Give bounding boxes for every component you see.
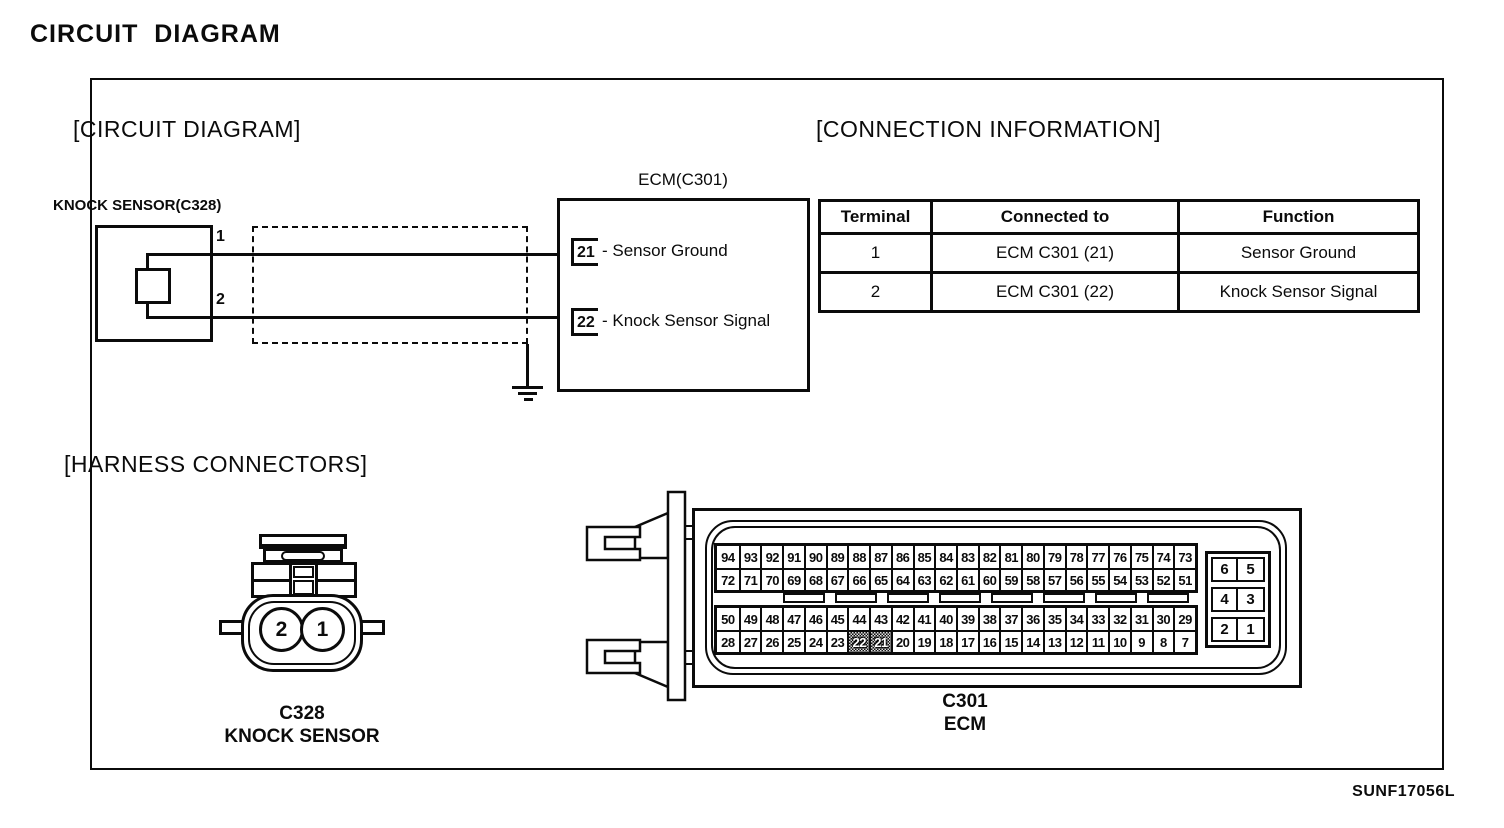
c301-pin-22: 22 bbox=[847, 630, 869, 652]
ecm-terminal-21: 21 bbox=[571, 238, 598, 266]
c301-aux-pin-6: 6 bbox=[1211, 557, 1238, 582]
c301-pin-46: 46 bbox=[804, 608, 826, 630]
c301-pin-37: 37 bbox=[999, 608, 1021, 630]
c301-pin-grid-top bbox=[714, 543, 1198, 593]
c301-pin-55: 55 bbox=[1086, 568, 1108, 590]
connection-table-header: Function bbox=[1179, 201, 1419, 234]
c301-aux-grid bbox=[1205, 551, 1271, 648]
connection-table-cell: ECM C301 (21) bbox=[932, 234, 1179, 273]
c328-latch bbox=[281, 551, 325, 561]
c301-pin-36: 36 bbox=[1021, 608, 1043, 630]
page-title: CIRCUIT DIAGRAM bbox=[30, 20, 281, 48]
connection-table-row bbox=[820, 273, 1419, 312]
c301-pin-27: 27 bbox=[739, 630, 761, 652]
c301-pin-24: 24 bbox=[804, 630, 826, 652]
c301-key-slot bbox=[1043, 593, 1085, 603]
c301-pin-25: 25 bbox=[782, 630, 804, 652]
c301-pin-83: 83 bbox=[956, 546, 978, 568]
figure-code: SUNF17056L bbox=[1352, 783, 1455, 800]
c328-description: KNOCK SENSOR bbox=[224, 726, 380, 747]
c301-pin-94: 94 bbox=[721, 549, 735, 565]
c301-pin-20: 20 bbox=[891, 630, 913, 652]
c301-pin-44: 44 bbox=[847, 608, 869, 630]
c301-pin-56: 56 bbox=[1065, 568, 1087, 590]
ground-icon-line2 bbox=[518, 392, 537, 395]
c301-pin-58: 58 bbox=[1021, 568, 1043, 590]
ecm-box bbox=[557, 198, 810, 392]
connection-table-header: Terminal bbox=[820, 201, 932, 234]
c328-channel-box2 bbox=[293, 580, 314, 595]
c301-pin-65: 65 bbox=[869, 568, 891, 590]
c301-key-slot bbox=[939, 593, 981, 603]
connection-table-cell: 2 bbox=[820, 273, 932, 312]
ground-icon-line3 bbox=[524, 398, 533, 401]
c301-key-slot bbox=[835, 593, 877, 603]
c328-cavity-2: 2 bbox=[259, 607, 304, 652]
c301-pin-23: 23 bbox=[826, 630, 848, 652]
c301-pin-78: 78 bbox=[1065, 546, 1087, 568]
c328-name: C328 bbox=[279, 703, 325, 724]
c301-pin-43: 43 bbox=[869, 608, 891, 630]
connection-information-heading: [CONNECTION INFORMATION] bbox=[816, 116, 1162, 142]
c301-pin-86: 86 bbox=[891, 546, 913, 568]
c301-pin-63: 63 bbox=[913, 568, 935, 590]
connection-table-body bbox=[820, 234, 1419, 312]
connection-table-head-row bbox=[820, 201, 1419, 234]
c301-pin-14: 14 bbox=[1021, 630, 1043, 652]
c301-pin-64: 64 bbox=[891, 568, 913, 590]
connection-table-row bbox=[820, 234, 1419, 273]
c301-aux-pin-3: 3 bbox=[1238, 587, 1265, 612]
c301-pin-92: 92 bbox=[760, 546, 782, 568]
c301-pin-90: 90 bbox=[804, 546, 826, 568]
c301-pin-16: 16 bbox=[978, 630, 1000, 652]
c301-pin-38: 38 bbox=[978, 608, 1000, 630]
shield-dashed-box bbox=[252, 226, 528, 344]
ecm-terminal-21-function: - Sensor Ground bbox=[602, 241, 728, 260]
c301-pin-61: 61 bbox=[956, 568, 978, 590]
c301-pin-47: 47 bbox=[782, 608, 804, 630]
c301-pin-15: 15 bbox=[999, 630, 1021, 652]
ground-icon bbox=[512, 386, 543, 389]
c301-key-slot bbox=[1095, 593, 1137, 603]
c301-pin-7: 7 bbox=[1173, 630, 1195, 652]
c328-cap bbox=[259, 534, 347, 549]
ecm-terminal-22-function: - Knock Sensor Signal bbox=[602, 311, 771, 330]
c301-pin-11: 11 bbox=[1086, 630, 1108, 652]
c301-pin-17: 17 bbox=[956, 630, 978, 652]
c301-pin-71: 71 bbox=[739, 568, 761, 590]
connection-table-header: Connected to bbox=[932, 201, 1179, 234]
c301-pin-85: 85 bbox=[913, 546, 935, 568]
c301-key-slot bbox=[991, 593, 1033, 603]
c301-pin-8: 8 bbox=[1152, 630, 1174, 652]
c301-pin-59: 59 bbox=[999, 568, 1021, 590]
ecm-terminal-22: 22 bbox=[571, 308, 598, 336]
c301-pin-12: 12 bbox=[1065, 630, 1087, 652]
c301-pin-39: 39 bbox=[956, 608, 978, 630]
c301-pin-57: 57 bbox=[1043, 568, 1065, 590]
c301-pin-35: 35 bbox=[1043, 608, 1065, 630]
c301-aux-pin-2: 2 bbox=[1211, 617, 1238, 642]
c301-aux-pin-1: 1 bbox=[1238, 617, 1265, 642]
c301-pin-28: 28 bbox=[717, 630, 739, 652]
c328-channel-box1 bbox=[293, 566, 314, 578]
c301-pin-grid-bottom bbox=[714, 605, 1198, 655]
c301-pin-87: 87 bbox=[869, 546, 891, 568]
c301-pin-42: 42 bbox=[891, 608, 913, 630]
c301-mount-bracket-icon bbox=[583, 488, 695, 704]
c301-pin-54: 54 bbox=[1108, 568, 1130, 590]
c301-pin-34: 34 bbox=[1065, 608, 1087, 630]
c301-pin-68: 68 bbox=[804, 568, 826, 590]
c301-pin-19: 19 bbox=[913, 630, 935, 652]
c301-description: ECM bbox=[943, 714, 987, 735]
c301-pin-82: 82 bbox=[978, 546, 1000, 568]
c301-pin-76: 76 bbox=[1108, 546, 1130, 568]
c301-pin-52: 52 bbox=[1152, 568, 1174, 590]
connection-table-cell: Knock Sensor Signal bbox=[1179, 273, 1419, 312]
c301-pin-67: 67 bbox=[826, 568, 848, 590]
c328-body-line-left bbox=[251, 579, 289, 582]
knock-sensor-element-icon bbox=[135, 268, 171, 304]
c301-pin-69: 69 bbox=[782, 568, 804, 590]
c301-pin-21: 21 bbox=[869, 630, 891, 652]
c301-pin-66: 66 bbox=[847, 568, 869, 590]
c301-pin-84: 84 bbox=[934, 546, 956, 568]
c301-pin-79: 79 bbox=[1043, 546, 1065, 568]
c328-cap-line bbox=[262, 544, 344, 546]
sensor-pin-1-label: 1 bbox=[216, 228, 225, 245]
c301-key-slot bbox=[887, 593, 929, 603]
c301-pin-74: 74 bbox=[1152, 546, 1174, 568]
c301-aux-pin-4: 4 bbox=[1211, 587, 1238, 612]
ground-stem bbox=[526, 344, 529, 387]
wire-1-stub bbox=[146, 255, 149, 271]
c301-pin-62: 62 bbox=[934, 568, 956, 590]
c301-pin-81: 81 bbox=[999, 546, 1021, 568]
c301-pin-75: 75 bbox=[1130, 546, 1152, 568]
c328-channel-left bbox=[289, 562, 292, 598]
c301-pin-93: 93 bbox=[739, 546, 761, 568]
c301-pin-13: 13 bbox=[1043, 630, 1065, 652]
c301-pin-18: 18 bbox=[934, 630, 956, 652]
c301-key-slot bbox=[1147, 593, 1189, 603]
ecm-title: ECM(C301) bbox=[638, 170, 728, 189]
c301-key-slot bbox=[783, 593, 825, 603]
c301-pin-91: 91 bbox=[782, 546, 804, 568]
connection-table bbox=[818, 199, 1420, 313]
c301-pin-80: 80 bbox=[1021, 546, 1043, 568]
knock-sensor-label: KNOCK SENSOR(C328) bbox=[53, 197, 222, 214]
circuit-diagram-heading: [CIRCUIT DIAGRAM] bbox=[73, 116, 301, 142]
c328-cavity-1: 1 bbox=[300, 607, 345, 652]
c301-pin-10: 10 bbox=[1108, 630, 1130, 652]
c301-aux-pin-5: 5 bbox=[1238, 557, 1265, 582]
connection-table-cell: Sensor Ground bbox=[1179, 234, 1419, 273]
c301-pin-30: 30 bbox=[1152, 608, 1174, 630]
c301-pin-32: 32 bbox=[1108, 608, 1130, 630]
c301-pin-73: 73 bbox=[1173, 546, 1195, 568]
c301-pin-50: 50 bbox=[721, 611, 735, 627]
connection-table-cell: 1 bbox=[820, 234, 932, 273]
c301-pin-45: 45 bbox=[826, 608, 848, 630]
c301-pin-72: 72 bbox=[717, 568, 739, 590]
connection-table-cell: ECM C301 (22) bbox=[932, 273, 1179, 312]
harness-connectors-heading: [HARNESS CONNECTORS] bbox=[64, 451, 368, 477]
c301-pin-51: 51 bbox=[1173, 568, 1195, 590]
c301-pin-89: 89 bbox=[826, 546, 848, 568]
c301-pin-33: 33 bbox=[1086, 608, 1108, 630]
c301-pin-9: 9 bbox=[1130, 630, 1152, 652]
c301-pin-70: 70 bbox=[760, 568, 782, 590]
sensor-pin-2-label: 2 bbox=[216, 291, 225, 308]
c301-pin-48: 48 bbox=[760, 608, 782, 630]
c301-pin-40: 40 bbox=[934, 608, 956, 630]
c328-body-line-right bbox=[318, 579, 357, 582]
c301-pin-29: 29 bbox=[1173, 608, 1195, 630]
c301-pin-41: 41 bbox=[913, 608, 935, 630]
c301-pin-31: 31 bbox=[1130, 608, 1152, 630]
c301-pin-60: 60 bbox=[978, 568, 1000, 590]
c301-pin-53: 53 bbox=[1130, 568, 1152, 590]
c301-name: C301 bbox=[942, 691, 988, 712]
c301-pin-26: 26 bbox=[760, 630, 782, 652]
c301-pin-88: 88 bbox=[847, 546, 869, 568]
c301-pin-77: 77 bbox=[1086, 546, 1108, 568]
c301-pin-49: 49 bbox=[739, 608, 761, 630]
